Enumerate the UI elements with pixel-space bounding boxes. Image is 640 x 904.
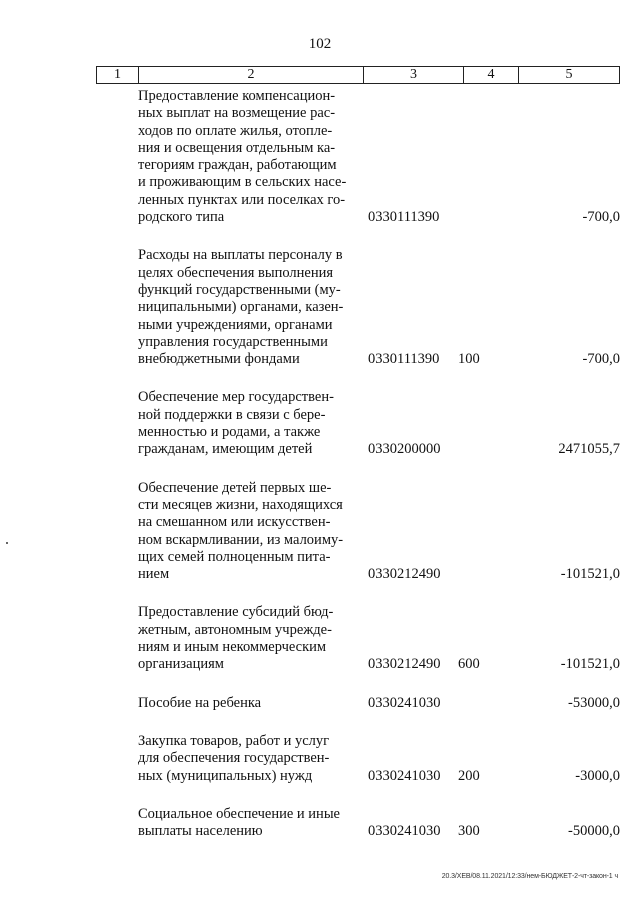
footer-stamp: 20.3/ХЕВ/08.11.2021/12:33/нем-БЮДЖЕТ-2-чт-закон-1 ч [441, 873, 618, 880]
row-expense-type: 200 [458, 767, 480, 784]
description-line: ных выплат на возмещение рас- [138, 105, 336, 122]
description-line: ниципальными) органами, казен- [138, 299, 344, 316]
row-amount: -700,0 [582, 209, 620, 226]
description-line: щих семей полноценным пита- [138, 548, 331, 565]
header-col-3: 3 [364, 67, 464, 83]
description-line: ходов по оплате жилья, отопле- [138, 122, 333, 139]
row-code: 0330241030 [368, 694, 441, 711]
description-line: выплаты населению [138, 823, 263, 840]
header-col-5: 5 [565, 67, 573, 82]
description-line: организациям [138, 656, 224, 673]
row-code: 0330200000 [368, 441, 441, 458]
row-amount: -101521,0 [560, 656, 620, 673]
row-amount: -700,0 [582, 351, 620, 368]
row-code: 0330111390 [368, 209, 440, 226]
description-line: на смешанном или искусствен- [138, 514, 331, 531]
description-line: Расходы на выплаты персоналу в [138, 247, 343, 264]
row-expense-type: 100 [458, 351, 480, 368]
description-line: гражданам, имеющим детей [138, 441, 313, 458]
row-description [138, 480, 358, 584]
description-line: внебюджетными фондами [138, 351, 300, 368]
description-line: целях обеспечения выполнения [138, 264, 334, 281]
table-row [138, 733, 620, 785]
row-expense-type: 600 [458, 656, 480, 673]
table-row [138, 604, 620, 673]
row-code: 0330212490 [368, 566, 441, 583]
row-amount: -101521,0 [560, 566, 620, 583]
header-col-4: 4 [464, 67, 519, 83]
description-line: Предоставление субсидий бюд- [138, 604, 334, 621]
row-description [138, 806, 358, 841]
description-line: родского типа [138, 209, 225, 226]
table-row [138, 480, 620, 584]
row-code: 0330241030 [368, 823, 441, 840]
row-description [138, 88, 358, 226]
row-code: 0330241030 [368, 767, 441, 784]
row-description [138, 389, 358, 458]
description-line: и проживающим в сельских насе- [138, 174, 347, 191]
description-line: функций государственными (му- [138, 281, 341, 298]
description-line: Обеспечение детей первых ше- [138, 479, 332, 496]
row-amount: -3000,0 [575, 767, 620, 784]
description-line: для обеспечения государствен- [138, 750, 330, 767]
description-line: нием [138, 566, 170, 583]
row-amount: 2471055,7 [558, 441, 620, 458]
margin-dot [6, 542, 8, 544]
description-line: Предоставление компенсацион- [138, 88, 336, 104]
description-line: ной поддержки в связи с бере- [138, 406, 326, 423]
description-line: ния и освещения отдельным ка- [138, 139, 336, 156]
description-line: управления государственными [138, 333, 328, 350]
description-line: Обеспечение мер государствен- [138, 389, 334, 406]
row-code: 0330111390 [368, 351, 440, 368]
description-line: жетным, автономным учрежде- [138, 621, 332, 638]
description-line: менностью и родами, а также [138, 424, 321, 441]
description-line: ном вскармливании, из малоиму- [138, 531, 344, 548]
description-line: тегориям граждан, работающим [138, 157, 337, 174]
row-expense-type: 300 [458, 823, 480, 840]
table-header [96, 66, 620, 84]
row-description [138, 247, 358, 368]
description-line: ниям и иным некоммерческим [138, 639, 327, 656]
description-line: Пособие на ребенка [138, 694, 262, 711]
header-col-1: 1 [97, 67, 139, 83]
description-line: ными учреждениями, органами [138, 316, 333, 333]
description-line: Закупка товаров, работ и услуг [138, 732, 330, 749]
table-row [138, 88, 620, 226]
row-description [138, 733, 358, 785]
row-amount: -53000,0 [568, 694, 620, 711]
row-description [138, 604, 358, 673]
row-code: 0330212490 [368, 656, 441, 673]
description-line: ленных пунктах или поселках го- [138, 191, 346, 208]
row-amount: -50000,0 [568, 823, 620, 840]
header-col-2: 2 [139, 67, 364, 83]
row-description [138, 695, 358, 712]
description-line: Социальное обеспечение и иные [138, 805, 340, 822]
table-row [138, 389, 620, 458]
table-row [138, 806, 620, 841]
page-number: 102 [308, 36, 332, 52]
description-line: ных (муниципальных) нужд [138, 767, 313, 784]
table-body [138, 88, 620, 861]
table-row [138, 695, 620, 712]
description-line: сти месяцев жизни, находящихся [138, 496, 343, 513]
table-row [138, 247, 620, 368]
